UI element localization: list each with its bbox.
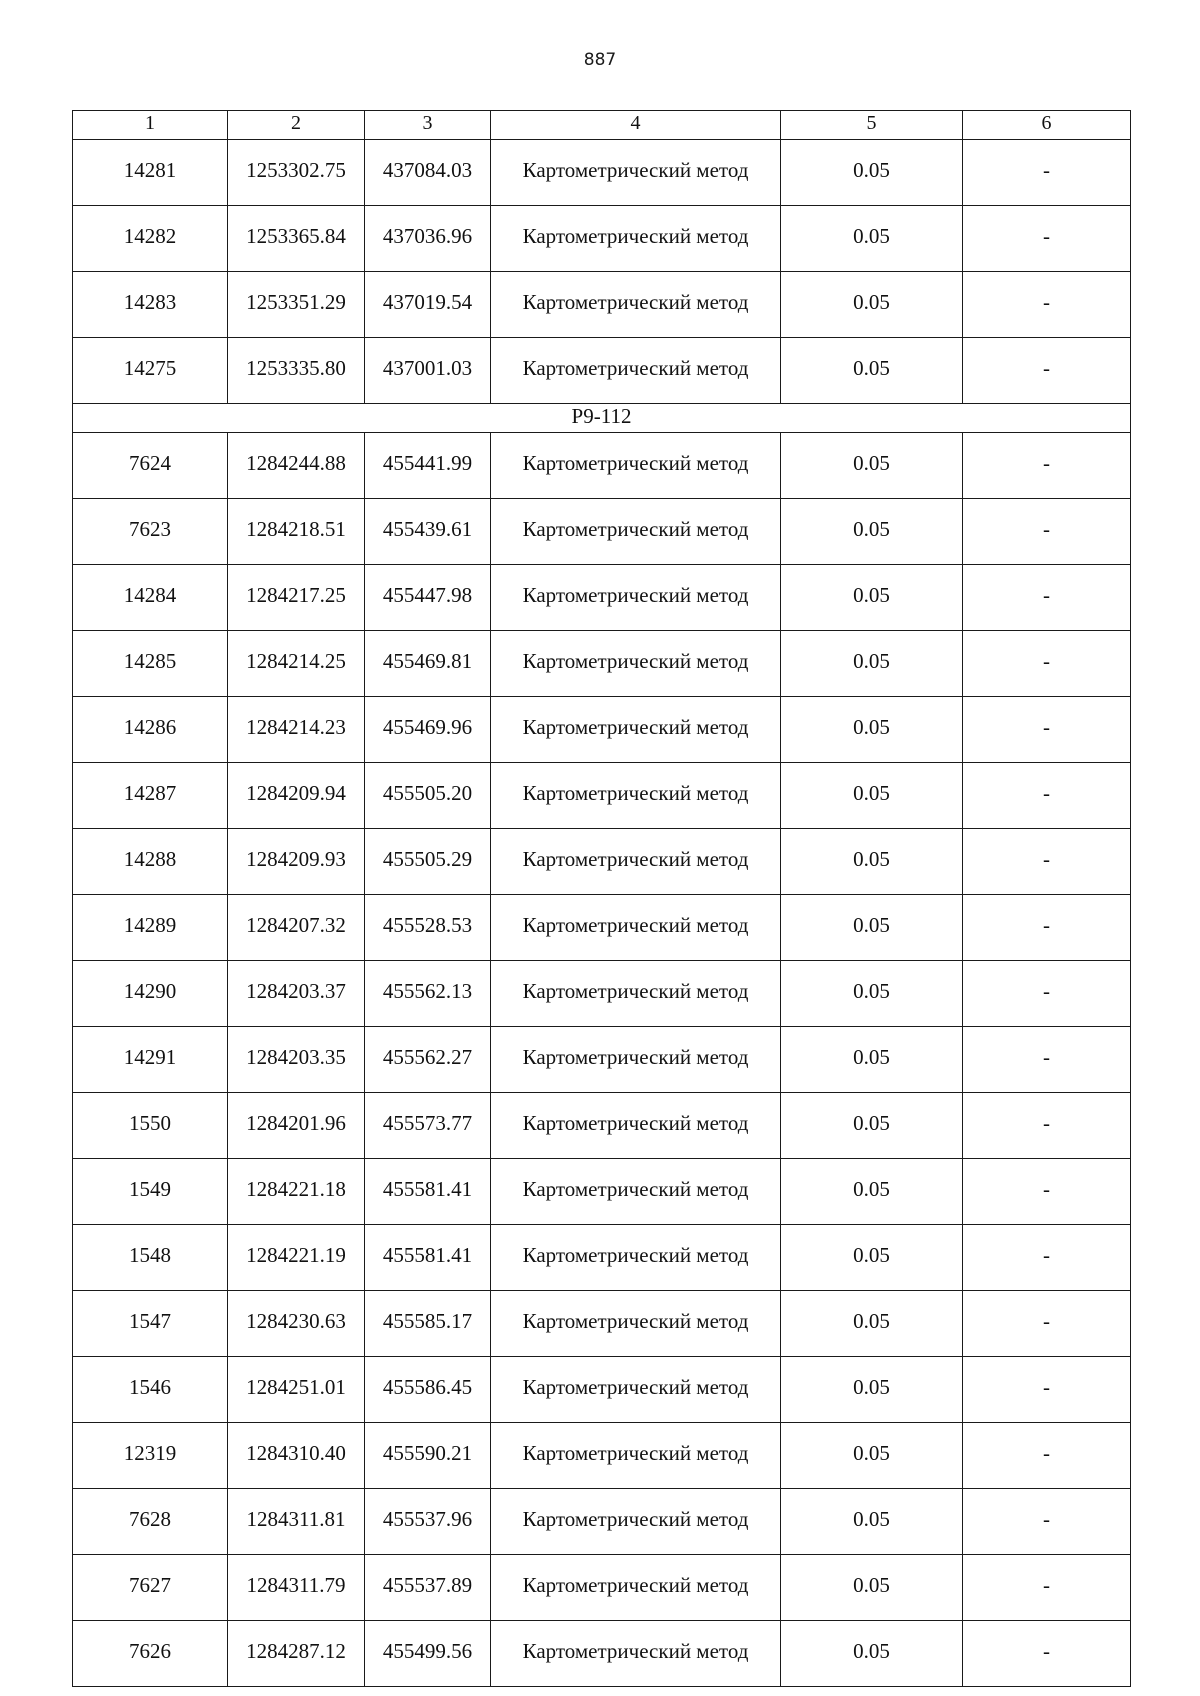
point-number-cell: 14282 (73, 206, 228, 272)
method-cell: Картометрический метод (491, 763, 781, 829)
note-cell: - (963, 1291, 1131, 1357)
accuracy-cell: 0.05 (781, 895, 963, 961)
method-cell: Картометрический метод (491, 338, 781, 404)
x-coordinate-cell: 1253335.80 (228, 338, 365, 404)
note-cell: - (963, 206, 1131, 272)
column-header: 5 (781, 111, 963, 140)
y-coordinate-cell: 455447.98 (365, 565, 491, 631)
accuracy-cell: 0.05 (781, 338, 963, 404)
accuracy-cell: 0.05 (781, 763, 963, 829)
x-coordinate-cell: 1253302.75 (228, 140, 365, 206)
x-coordinate-cell: 1284209.93 (228, 829, 365, 895)
y-coordinate-cell: 437084.03 (365, 140, 491, 206)
point-number-cell: 7623 (73, 499, 228, 565)
y-coordinate-cell: 455528.53 (365, 895, 491, 961)
note-cell: - (963, 565, 1131, 631)
x-coordinate-cell: 1284203.37 (228, 961, 365, 1027)
method-cell: Картометрический метод (491, 1027, 781, 1093)
point-number-cell: 1548 (73, 1225, 228, 1291)
accuracy-cell: 0.05 (781, 565, 963, 631)
y-coordinate-cell: 455537.89 (365, 1555, 491, 1621)
accuracy-cell: 0.05 (781, 433, 963, 499)
method-cell: Картометрический метод (491, 1489, 781, 1555)
method-cell: Картометрический метод (491, 961, 781, 1027)
note-cell: - (963, 829, 1131, 895)
point-number-cell: 14291 (73, 1027, 228, 1093)
y-coordinate-cell: 455562.13 (365, 961, 491, 1027)
point-number-cell: 12319 (73, 1423, 228, 1489)
table-row (73, 565, 1131, 631)
accuracy-cell: 0.05 (781, 499, 963, 565)
y-coordinate-cell: 455505.20 (365, 763, 491, 829)
point-number-cell: 14275 (73, 338, 228, 404)
y-coordinate-cell: 437019.54 (365, 272, 491, 338)
note-cell: - (963, 140, 1131, 206)
method-cell: Картометрический метод (491, 272, 781, 338)
note-cell: - (963, 1423, 1131, 1489)
table-row (73, 1027, 1131, 1093)
point-number-cell: 1550 (73, 1093, 228, 1159)
y-coordinate-cell: 455586.45 (365, 1357, 491, 1423)
method-cell: Картометрический метод (491, 565, 781, 631)
note-cell: - (963, 1489, 1131, 1555)
x-coordinate-cell: 1253365.84 (228, 206, 365, 272)
x-coordinate-cell: 1284221.19 (228, 1225, 365, 1291)
method-cell: Картометрический метод (491, 1357, 781, 1423)
x-coordinate-cell: 1253351.29 (228, 272, 365, 338)
table-row (73, 1291, 1131, 1357)
y-coordinate-cell: 455439.61 (365, 499, 491, 565)
point-number-cell: 1546 (73, 1357, 228, 1423)
method-cell: Картометрический метод (491, 1159, 781, 1225)
accuracy-cell: 0.05 (781, 140, 963, 206)
accuracy-cell: 0.05 (781, 1291, 963, 1357)
x-coordinate-cell: 1284217.25 (228, 565, 365, 631)
note-cell: - (963, 1555, 1131, 1621)
method-cell: Картометрический метод (491, 433, 781, 499)
accuracy-cell: 0.05 (781, 631, 963, 697)
table-row (73, 499, 1131, 565)
accuracy-cell: 0.05 (781, 272, 963, 338)
method-cell: Картометрический метод (491, 631, 781, 697)
note-cell: - (963, 1093, 1131, 1159)
accuracy-cell: 0.05 (781, 961, 963, 1027)
method-cell: Картометрический метод (491, 1093, 781, 1159)
method-cell: Картометрический метод (491, 1555, 781, 1621)
column-header: 2 (228, 111, 365, 140)
x-coordinate-cell: 1284214.25 (228, 631, 365, 697)
x-coordinate-cell: 1284287.12 (228, 1621, 365, 1687)
page-number: 887 (583, 50, 617, 70)
column-header: 1 (73, 111, 228, 140)
table-row (73, 206, 1131, 272)
accuracy-cell: 0.05 (781, 1093, 963, 1159)
method-cell: Картометрический метод (491, 895, 781, 961)
table-row (73, 338, 1131, 404)
table-row (73, 272, 1131, 338)
point-number-cell: 7628 (73, 1489, 228, 1555)
column-header: 3 (365, 111, 491, 140)
y-coordinate-cell: 455573.77 (365, 1093, 491, 1159)
note-cell: - (963, 499, 1131, 565)
y-coordinate-cell: 455562.27 (365, 1027, 491, 1093)
y-coordinate-cell: 455505.29 (365, 829, 491, 895)
point-number-cell: 14286 (73, 697, 228, 763)
method-cell: Картометрический метод (491, 499, 781, 565)
y-coordinate-cell: 455585.17 (365, 1291, 491, 1357)
table-row (73, 1621, 1131, 1687)
x-coordinate-cell: 1284244.88 (228, 433, 365, 499)
y-coordinate-cell: 455469.81 (365, 631, 491, 697)
point-number-cell: 14281 (73, 140, 228, 206)
y-coordinate-cell: 455590.21 (365, 1423, 491, 1489)
accuracy-cell: 0.05 (781, 1357, 963, 1423)
method-cell: Картометрический метод (491, 140, 781, 206)
accuracy-cell: 0.05 (781, 697, 963, 763)
table-row (73, 961, 1131, 1027)
table-row (73, 697, 1131, 763)
table-row (73, 1489, 1131, 1555)
point-number-cell: 7627 (73, 1555, 228, 1621)
point-number-cell: 7626 (73, 1621, 228, 1687)
x-coordinate-cell: 1284251.01 (228, 1357, 365, 1423)
method-cell: Картометрический метод (491, 1291, 781, 1357)
note-cell: - (963, 1159, 1131, 1225)
x-coordinate-cell: 1284214.23 (228, 697, 365, 763)
table-row (73, 1159, 1131, 1225)
y-coordinate-cell: 455581.41 (365, 1225, 491, 1291)
point-number-cell: 1549 (73, 1159, 228, 1225)
table-row (73, 1225, 1131, 1291)
method-cell: Картометрический метод (491, 1621, 781, 1687)
table-row (73, 1357, 1131, 1423)
note-cell: - (963, 895, 1131, 961)
point-number-cell: 14284 (73, 565, 228, 631)
note-cell: - (963, 961, 1131, 1027)
note-cell: - (963, 697, 1131, 763)
accuracy-cell: 0.05 (781, 829, 963, 895)
column-header: 6 (963, 111, 1131, 140)
x-coordinate-cell: 1284221.18 (228, 1159, 365, 1225)
note-cell: - (963, 1357, 1131, 1423)
accuracy-cell: 0.05 (781, 1489, 963, 1555)
x-coordinate-cell: 1284209.94 (228, 763, 365, 829)
note-cell: - (963, 1027, 1131, 1093)
point-number-cell: 14287 (73, 763, 228, 829)
y-coordinate-cell: 455537.96 (365, 1489, 491, 1555)
note-cell: - (963, 338, 1131, 404)
table-row (73, 631, 1131, 697)
x-coordinate-cell: 1284311.81 (228, 1489, 365, 1555)
method-cell: Картометрический метод (491, 1423, 781, 1489)
point-number-cell: 14290 (73, 961, 228, 1027)
x-coordinate-cell: 1284203.35 (228, 1027, 365, 1093)
point-number-cell: 14288 (73, 829, 228, 895)
x-coordinate-cell: 1284218.51 (228, 499, 365, 565)
accuracy-cell: 0.05 (781, 206, 963, 272)
accuracy-cell: 0.05 (781, 1621, 963, 1687)
note-cell: - (963, 433, 1131, 499)
point-number-cell: 14289 (73, 895, 228, 961)
table-row (73, 829, 1131, 895)
y-coordinate-cell: 455469.96 (365, 697, 491, 763)
x-coordinate-cell: 1284230.63 (228, 1291, 365, 1357)
x-coordinate-cell: 1284201.96 (228, 1093, 365, 1159)
x-coordinate-cell: 1284311.79 (228, 1555, 365, 1621)
y-coordinate-cell: 437036.96 (365, 206, 491, 272)
point-number-cell: 14283 (73, 272, 228, 338)
table-row (73, 1093, 1131, 1159)
method-cell: Картометрический метод (491, 1225, 781, 1291)
note-cell: - (963, 272, 1131, 338)
accuracy-cell: 0.05 (781, 1423, 963, 1489)
table-row (73, 1555, 1131, 1621)
note-cell: - (963, 631, 1131, 697)
y-coordinate-cell: 455441.99 (365, 433, 491, 499)
method-cell: Картометрический метод (491, 697, 781, 763)
y-coordinate-cell: 437001.03 (365, 338, 491, 404)
coordinates-table (72, 110, 1131, 1687)
method-cell: Картометрический метод (491, 206, 781, 272)
column-header: 4 (491, 111, 781, 140)
y-coordinate-cell: 455499.56 (365, 1621, 491, 1687)
table-row (73, 763, 1131, 829)
accuracy-cell: 0.05 (781, 1159, 963, 1225)
table-row (73, 1423, 1131, 1489)
table-row (73, 140, 1131, 206)
accuracy-cell: 0.05 (781, 1027, 963, 1093)
header-row (73, 111, 1131, 140)
x-coordinate-cell: 1284310.40 (228, 1423, 365, 1489)
point-number-cell: 14285 (73, 631, 228, 697)
x-coordinate-cell: 1284207.32 (228, 895, 365, 961)
accuracy-cell: 0.05 (781, 1225, 963, 1291)
y-coordinate-cell: 455581.41 (365, 1159, 491, 1225)
note-cell: - (963, 763, 1131, 829)
method-cell: Картометрический метод (491, 829, 781, 895)
table-row (73, 433, 1131, 499)
note-cell: - (963, 1225, 1131, 1291)
point-number-cell: 7624 (73, 433, 228, 499)
table-row (73, 895, 1131, 961)
note-cell: - (963, 1621, 1131, 1687)
point-number-cell: 1547 (73, 1291, 228, 1357)
accuracy-cell: 0.05 (781, 1555, 963, 1621)
section-row (73, 404, 1131, 433)
section-title: Р9-112 (73, 404, 1131, 433)
